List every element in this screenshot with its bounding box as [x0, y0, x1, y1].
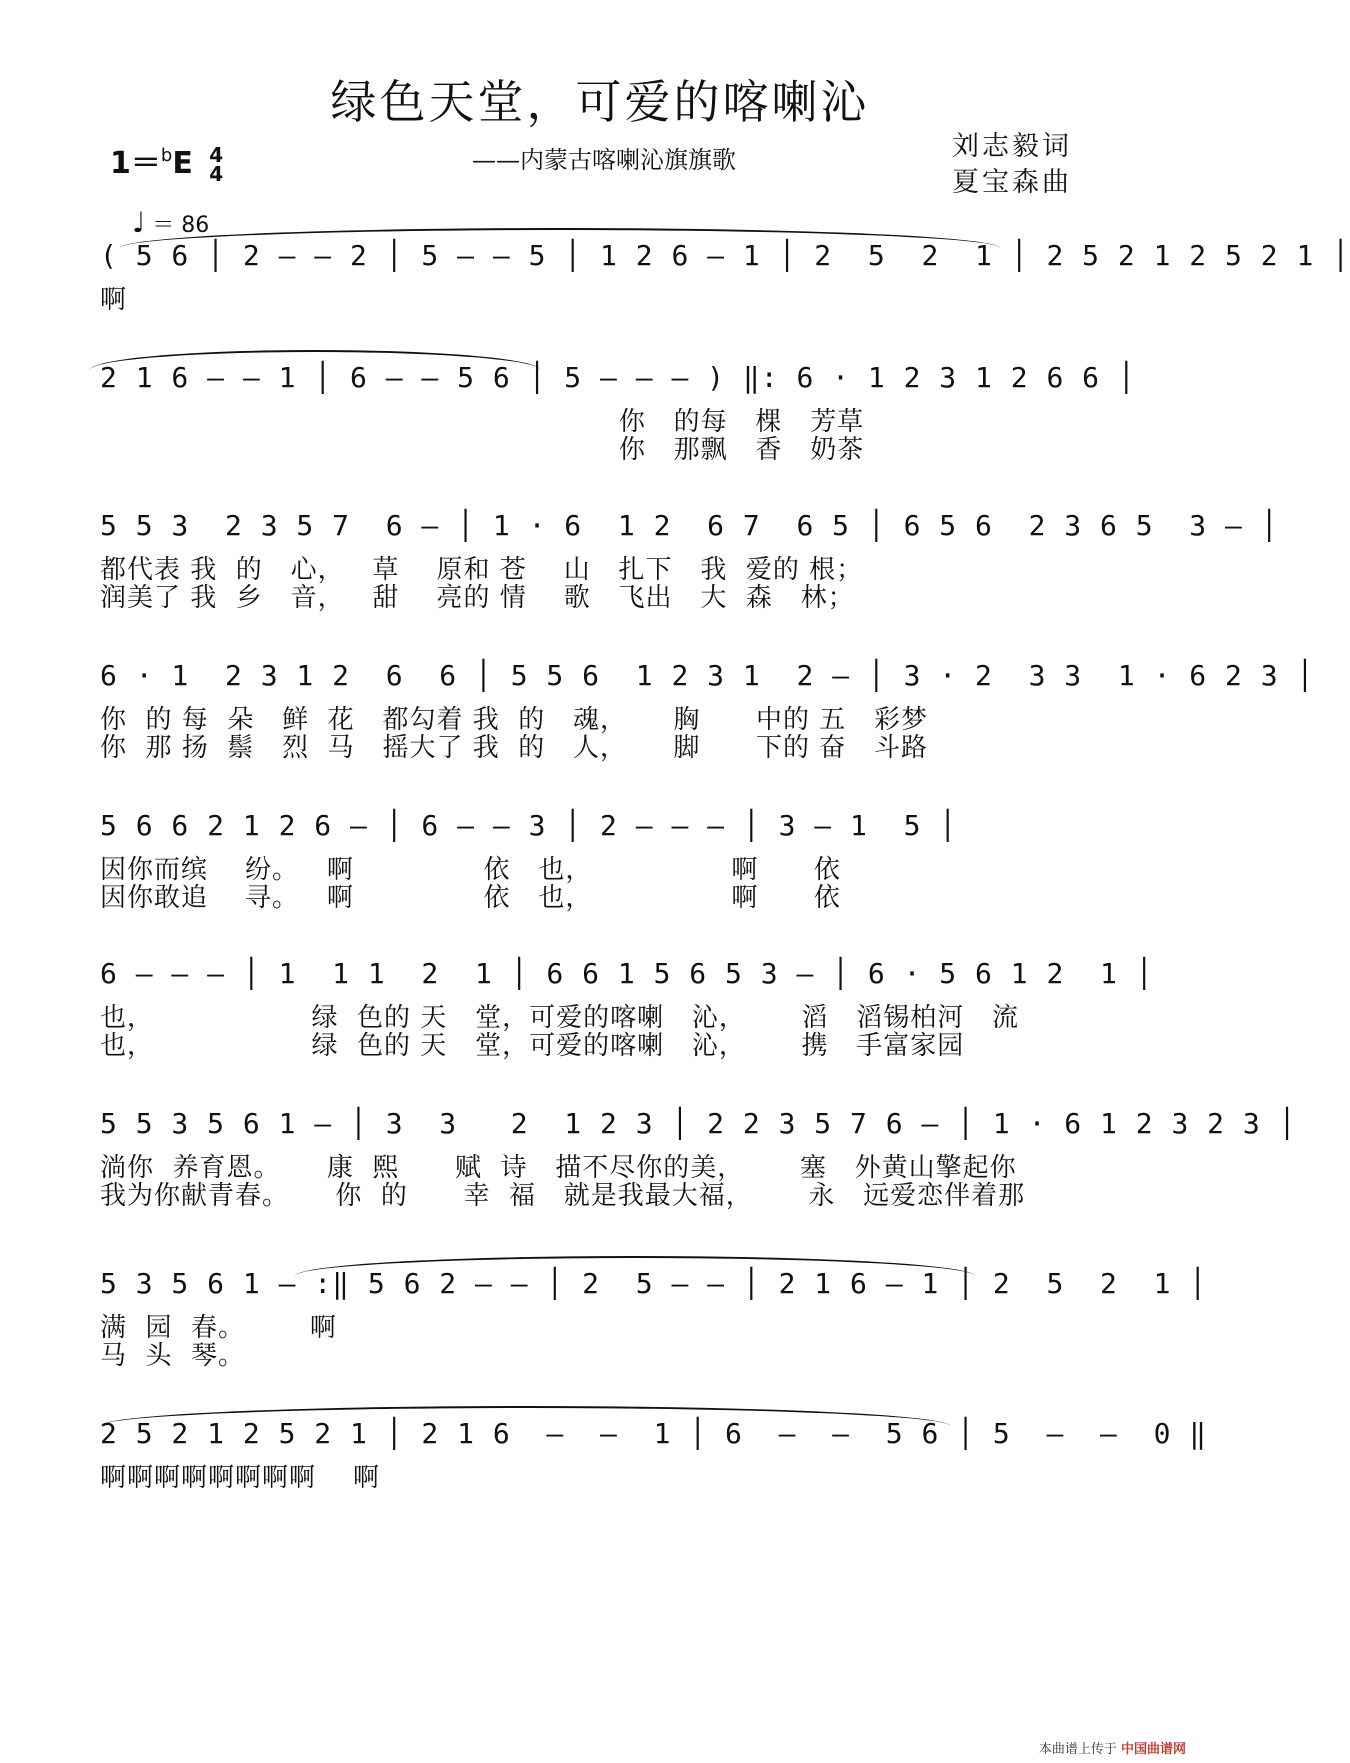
time-bottom: 4 — [209, 161, 224, 186]
lyric-line: 你 的 每 朵 鲜 花 都勾着 我 的 魂， 胸 中的 五 彩梦 — [100, 705, 928, 735]
lyric-line: 啊 — [100, 285, 128, 315]
lyric-line: 因你而缤 纷。 啊 依 也， 啊 依 — [100, 855, 841, 885]
lyric-line: 你 那飘 香 奶茶 — [100, 435, 865, 465]
time-top: 4 — [209, 142, 224, 167]
notation-line: 5 5 3 2 3 5 7 6 — │ 1 · 6 1 2 6 7 6 5 │ 6 5 6 2 3 6 5 3 — │ — [100, 509, 1279, 542]
key-prefix: 1＝ — [110, 146, 161, 181]
quarter-note-icon: ♩ — [132, 206, 146, 239]
lyric-line: 都代表 我 的 心， 草 原和 苍 山 扎下 我 爱的 根； — [100, 555, 864, 585]
key-signature — [110, 138, 223, 184]
tempo-value: ＝ 86 — [152, 213, 210, 238]
phrase-slur — [90, 350, 540, 370]
key-flat: b — [160, 145, 173, 166]
key-note: E — [172, 146, 193, 181]
notation-line: 2 5 2 1 2 5 2 1 │ 2 1 6 — — 1 │ 6 — — 5 6 │ 5 — — 0 ‖ — [100, 1417, 1208, 1450]
notation-line: ( 5 6 │ 2 — — 2 │ 5 — — 5 │ 1 2 6 — 1 │ 2 5 2 1 │ 2 5 2 1 2 5 2 1 │ — [100, 239, 1350, 272]
notation-line: 5 6 6 2 1 2 6 — │ 6 — — 3 │ 2 — — — │ 3 — 1 5 │ — [100, 809, 958, 842]
notation-line: 6 — — — │ 1 1 1 2 1 │ 6 6 1 5 6 5 3 — │ 6 · 5 6 1 2 1 │ — [100, 957, 1154, 990]
watermark — [1039, 1738, 1186, 1757]
lyric-line: 也， 绿 色的 天 堂，可爱的喀喇 沁， 滔 滔锡柏河 流 — [100, 1003, 1020, 1033]
lyric-line: 润美了 我 乡 音， 甜 亮的 情 歌 飞出 大 森 林； — [100, 583, 855, 613]
lyric-line: 你 的每 棵 芳草 — [100, 407, 865, 437]
lyric-line: 因你敢追 寻。 啊 依 也， 啊 依 — [100, 883, 841, 913]
time-signature — [209, 142, 224, 186]
lyricist-credit: 刘志毅词 — [952, 131, 1072, 162]
lyric-line: 淌你 养育恩。 康 熙 赋 诗 描不尽你的美， 塞 外黄山擎起你 — [100, 1153, 1017, 1183]
tempo-marking — [132, 206, 209, 239]
composer-credit: 夏宝森曲 — [952, 167, 1072, 198]
lyric-line: 我为你献青春。 你 的 幸 福 就是我最大福， 永 远爱恋伴着那 — [100, 1181, 1026, 1211]
lyric-line: 满 园 春。 啊 — [100, 1313, 337, 1343]
lyric-line: 也， 绿 色的 天 堂，可爱的喀喇 沁， 携 手富家园 — [100, 1031, 965, 1061]
watermark-prefix: 本曲谱上传于 — [1038, 1742, 1117, 1757]
phrase-slur — [295, 1256, 975, 1276]
lyric-line: 马 头 琴。 — [100, 1341, 246, 1371]
phrase-slur — [120, 228, 1000, 248]
lyric-line: 啊啊啊啊啊啊啊啊 啊 — [100, 1463, 381, 1493]
song-subtitle: ——内蒙古喀喇沁旗旗歌 — [472, 146, 736, 174]
lyric-line: 你 那 扬 鬃 烈 马 摇大了 我 的 人， 脚 下的 奋 斗路 — [100, 733, 928, 763]
notation-line: 5 5 3 5 6 1 — │ 3 3 2 1 2 3 │ 2 2 3 5 7 6 — │ 1 · 6 1 2 3 2 3 │ — [100, 1107, 1297, 1140]
phrase-slur — [100, 1406, 950, 1426]
notation-line: 6 · 1 2 3 1 2 6 6 │ 5 5 6 1 2 3 1 2 — │ 3 · 2 3 3 1 · 6 2 3 │ — [100, 659, 1315, 692]
notation-line: 2 1 6 — — 1 │ 6 — — 5 6 │ 5 — — — ) ‖: 6 · 1 2 3 1 2 6 6 │ — [100, 361, 1136, 394]
song-title: 绿色天堂，可爱的喀喇沁 — [330, 75, 870, 129]
watermark-brand: 中国曲谱网 — [1120, 1742, 1186, 1757]
notation-line: 5 3 5 6 1 — :‖ 5 6 2 — — │ 2 5 — — │ 2 1 6 — 1 │ 2 5 2 1 │ — [100, 1267, 1208, 1300]
